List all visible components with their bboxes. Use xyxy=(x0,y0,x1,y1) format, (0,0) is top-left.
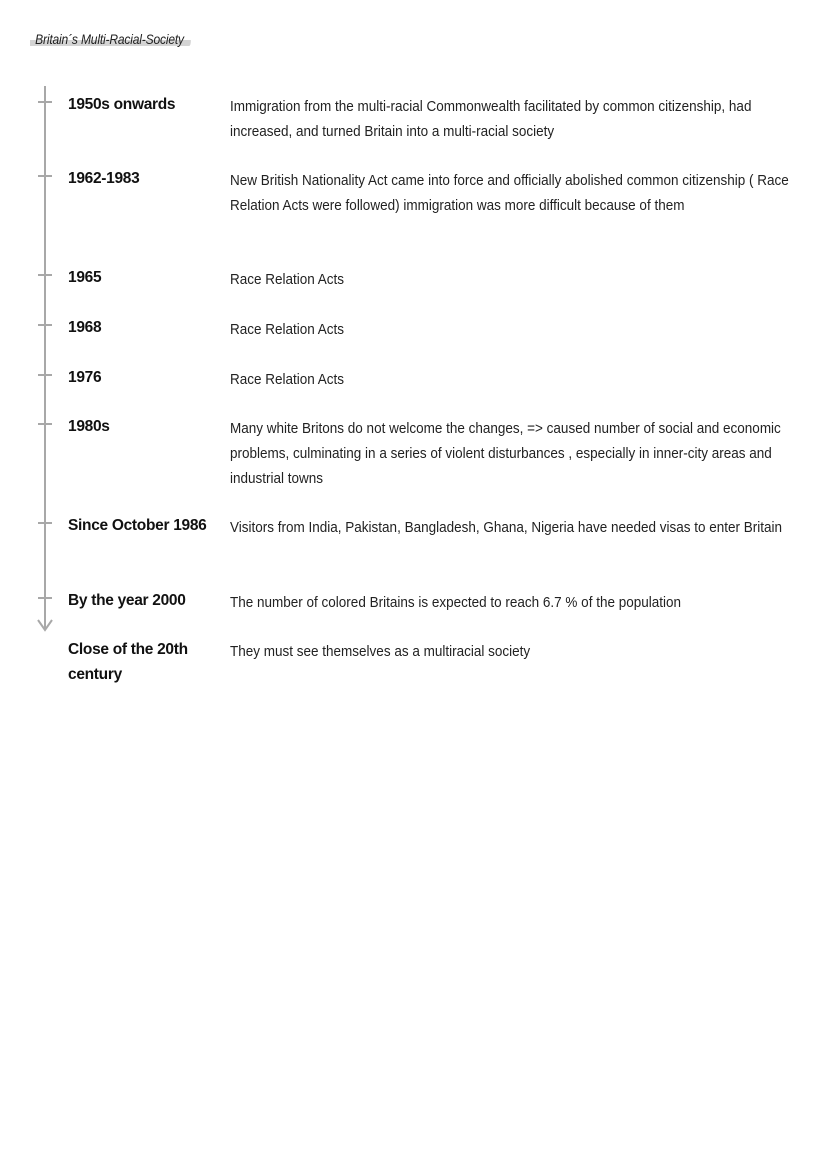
timeline-date: Since October 1986 xyxy=(68,517,207,534)
timeline-tick xyxy=(38,101,52,103)
timeline-axis xyxy=(44,86,46,626)
timeline-tick xyxy=(38,175,52,177)
timeline-date: 1962-1983 xyxy=(68,170,140,187)
timeline-date: 1980s xyxy=(68,418,110,435)
timeline-tick xyxy=(38,324,52,326)
timeline-description: Immigration from the multi-racial Commonwealth facilitated by common citizenship, had increased, and turned Britain into a multi-racial society xyxy=(230,98,752,140)
page-title: Britain´s Multi-Racial-Society xyxy=(30,30,191,48)
timeline-tick xyxy=(38,274,52,276)
timeline-description: Visitors from India, Pakistan, Bangladesh, Ghana, Nigeria have needed visas to enter Britain xyxy=(230,519,783,536)
timeline-date: 1965 xyxy=(68,269,102,286)
timeline-description: New British Nationality Act came into force and officially abolished common citizenship ( Race Relation Acts were followed) immigration was more difficult because of them xyxy=(230,172,789,214)
timeline-description: Race Relation Acts xyxy=(230,271,345,288)
timeline-date: 1968 xyxy=(68,319,102,336)
timeline-date: 1976 xyxy=(68,369,102,386)
timeline-description: They must see themselves as a multiracial society xyxy=(230,643,531,660)
timeline-tick xyxy=(38,597,52,599)
timeline-description: Race Relation Acts xyxy=(230,371,345,388)
timeline-tick xyxy=(38,423,52,425)
timeline-tick xyxy=(38,522,52,524)
timeline-tick xyxy=(38,374,52,376)
timeline-date: Close of the 20th century xyxy=(68,641,188,683)
timeline-description: Many white Britons do not welcome the changes, => caused number of social and economic problems, culminating in a series of violent disturbances , especially in inner-city areas and industrial towns xyxy=(230,420,781,487)
timeline-description: Race Relation Acts xyxy=(230,321,345,338)
timeline-date: 1950s onwards xyxy=(68,96,176,113)
timeline-date: By the year 2000 xyxy=(68,592,186,609)
timeline-description: The number of colored Britains is expected to reach 6.7 % of the population xyxy=(230,594,682,611)
timeline-arrow-icon xyxy=(36,614,54,634)
